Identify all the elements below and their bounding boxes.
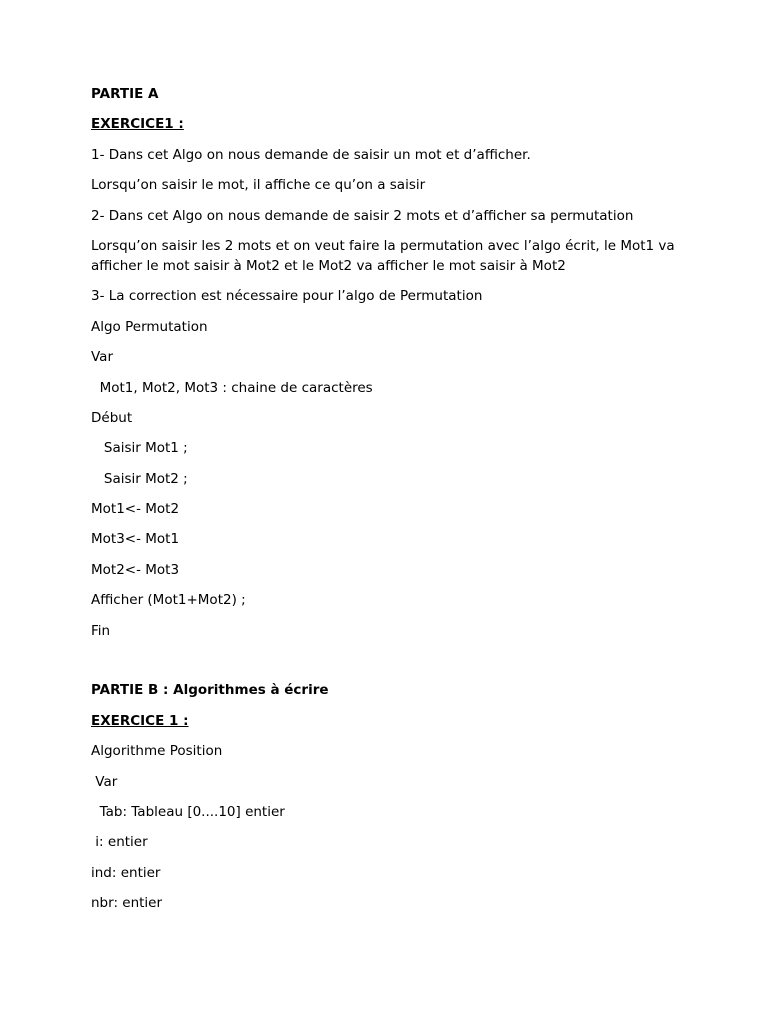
code-line: i: entier	[91, 834, 148, 851]
code-line: ind: entier	[91, 864, 161, 881]
code-line: Algorithme Position	[91, 743, 223, 760]
code-line: Mot1, Mot2, Mot3 : chaine de caractères	[91, 379, 373, 396]
answer-1: Lorsqu’on saisir le mot, il affiche ce qu’on a saisir	[91, 177, 426, 194]
code-line: Afficher (Mot1+Mot2) ;	[91, 592, 246, 609]
question-1: 1- Dans cet Algo on nous demande de saisir un mot et d’afficher.	[91, 146, 531, 163]
code-line: Mot3<- Mot1	[91, 531, 180, 548]
exercise-1-title: EXERCICE1 :	[91, 116, 184, 133]
code-line: Var	[91, 773, 118, 790]
code-line: Début	[91, 409, 133, 426]
document-page	[91, 84, 691, 924]
part-a-title: PARTIE A	[91, 86, 159, 102]
code-line: Algo Permutation	[91, 318, 208, 335]
code-line: Mot2<- Mot3	[91, 561, 180, 578]
answer-2: Lorsqu’on saisir les 2 mots et on veut faire la permutation avec l’algo écrit, le Mot1 va afficher le mot saisir à Mot2 et le Mot2 va afficher le mot saisir à Mot2	[91, 237, 679, 274]
exercise-1b-title: EXERCICE 1 :	[91, 712, 189, 729]
question-2: 2- Dans cet Algo on nous demande de saisir 2 mots et d’afficher sa permutation	[91, 207, 634, 224]
part-b-title: PARTIE B : Algorithmes à écrire	[91, 682, 329, 699]
code-line: Fin	[91, 622, 111, 639]
code-line: Saisir Mot1 ;	[91, 440, 188, 457]
code-line: nbr: entier	[91, 895, 163, 912]
question-3: 3- La correction est nécessaire pour l’algo de Permutation	[91, 288, 483, 305]
code-line: Tab: Tableau [0....10] entier	[91, 803, 285, 820]
code-line: Saisir Mot2 ;	[91, 470, 188, 487]
section-spacer	[91, 651, 691, 680]
code-line: Mot1<- Mot2	[91, 501, 180, 518]
code-line: Var	[91, 349, 114, 366]
